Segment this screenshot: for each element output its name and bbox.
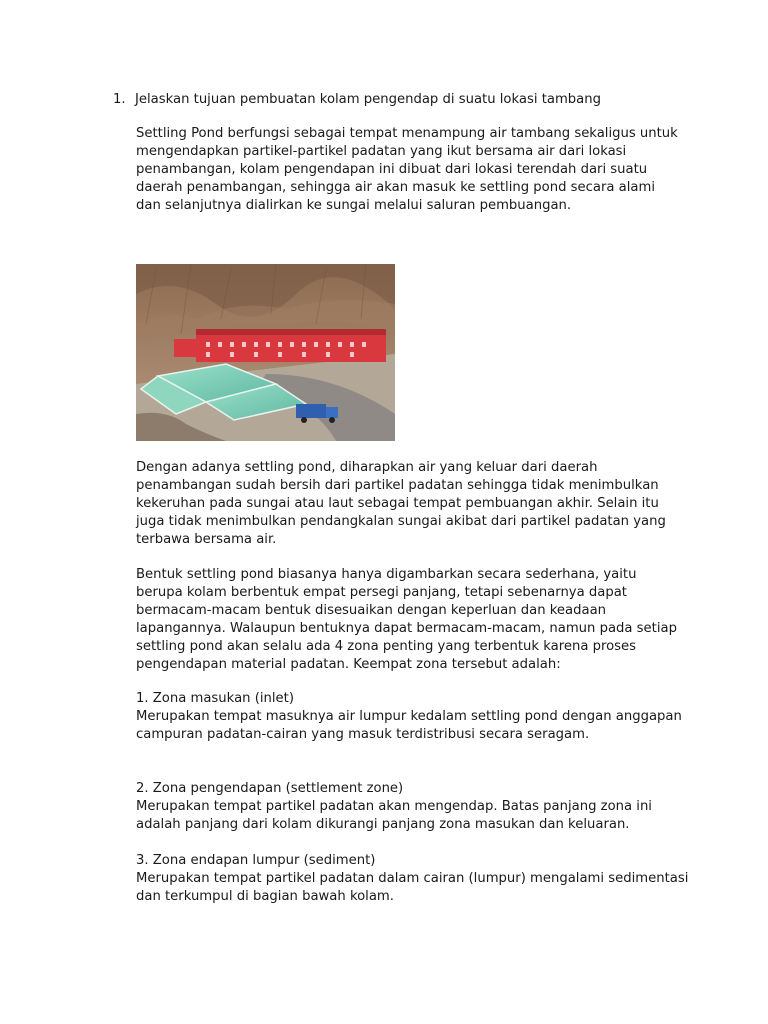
question-text: Jelaskan tujuan pembuatan kolam pengendap di suatu lokasi tambang bbox=[135, 92, 601, 107]
settling-pond-photo bbox=[136, 264, 395, 441]
question-item bbox=[113, 91, 673, 109]
zone-item-sediment bbox=[136, 852, 696, 906]
zone-description: Merupakan tempat masuknya air lumpur kedalam settling pond dengan anggapan campuran padatan-cairan yang masuk terdistribusi secara seragam. bbox=[136, 709, 682, 742]
zone-description: Merupakan tempat partikel padatan akan mengendap. Batas panjang zona ini adalah panjang dari kolam dikurangi panjang zona masukan dan keluaran. bbox=[136, 799, 652, 832]
paragraph-settling-pond-benefit: Dengan adanya settling pond, diharapkan air yang keluar dari daerah penambangan sudah bersih dari partikel padatan sehingga tidak menimbulkan kekeruhan pada sungai atau laut sebagai tempat pembuangan akhir. Selain itu juga tidak menimbulkan pendangkalan sungai akibat dari partikel padatan yang terbawa bersama air. bbox=[136, 460, 666, 547]
zone-description: Merupakan tempat partikel padatan dalam cairan (lumpur) mengalami sedimentasi dan terkumpul di bagian bawah kolam. bbox=[136, 871, 689, 904]
paragraph-settling-pond-function: Settling Pond berfungsi sebagai tempat menampung air tambang sekaligus untuk mengendapkan partikel-partikel padatan yang ikut bersama air dari lokasi penambangan, kolam pengendapan ini dibuat dari lokasi terendah dari suatu daerah penambangan, sehingga air akan masuk ke settling pond secara alami dan selanjutnya dialirkan ke sungai melalui saluran pembuangan. bbox=[136, 126, 678, 213]
zone-item-inlet bbox=[136, 690, 696, 744]
zone-title: 3. Zona endapan lumpur (sediment) bbox=[136, 853, 376, 868]
zone-item-settlement bbox=[136, 780, 696, 834]
paragraph-settling-pond-shape: Bentuk settling pond biasanya hanya digambarkan secara sederhana, yaitu berupa kolam berbentuk empat persegi panjang, tetapi sebenarnya dapat bermacam-macam bentuk disesuaikan dengan keperluan dan keadaan lapangannya. Walaupun bentuknya dapat bermacam-macam, namun pada setiap settling pond akan selalu ada 4 zona penting yang terbentuk karena proses pengendapan material padatan. Keempat zona tersebut adalah: bbox=[136, 567, 677, 672]
question-number: 1. bbox=[113, 92, 126, 107]
zone-title: 2. Zona pengendapan (settlement zone) bbox=[136, 781, 404, 796]
zone-title: 1. Zona masukan (inlet) bbox=[136, 691, 294, 706]
